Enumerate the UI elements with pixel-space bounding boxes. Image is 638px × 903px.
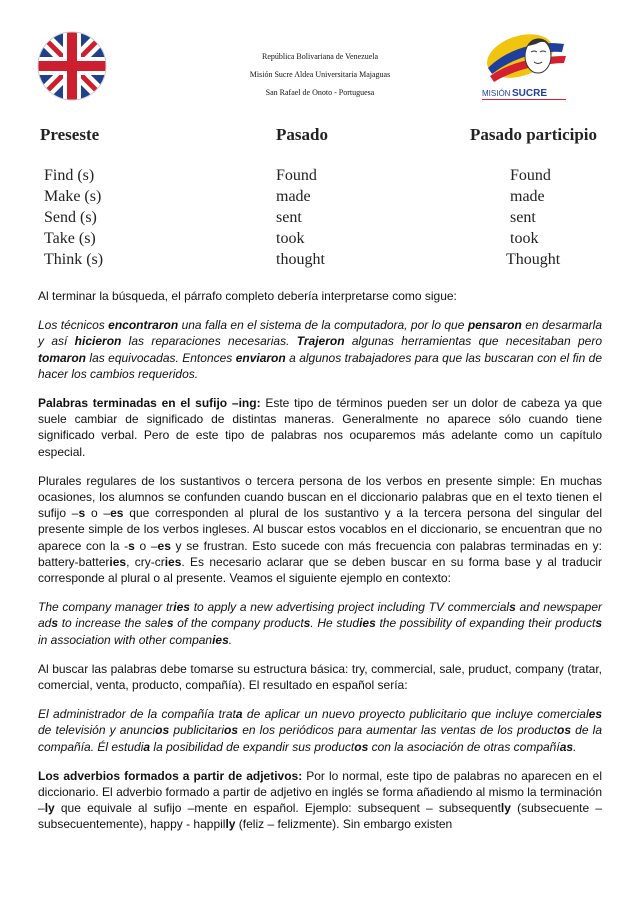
paragraph-example-spanish: Los técnicos encontraron una falla en el sistema de la computadora, por lo que pensaron en desarmarla y así hicieron las reparaciones necesarias. Trajeron algunas herramientas que necesitaban pero tomaron las equivocadas. Entonces enviaron a algunos trabajadores para que las buscaran con el fin de hacer los cambios requeridos. [38,318,602,381]
table-cell: Think (s) [44,251,104,268]
mision-sucre-logo [476,30,572,102]
paragraph-adverbs: Los adverbios formados a partir de adjetivos: Por lo normal, este tipo de palabras no aparecen en el diccionario. El adverbio formado a partir de adjetivo en inglés se forma añadiendo al mismo la terminación –ly que equivale al sufijo –mente en español. Ejemplo: subsequent – subsequently (subsecuente – subsecuentemente), happy - happilly (feliz – felizmente). Sin embargo existen [38,768,602,832]
table-cell: made [276,188,311,205]
header-line-2: Misión Sucre Aldea Universitaria Majaguas [249,70,391,79]
table-cell: sent [510,209,536,226]
logo-text-sucre: SUCRE [512,88,548,99]
institution-header [195,48,445,102]
table-cell: Found [510,167,551,184]
table-cell: sent [276,209,302,226]
column-header-present: Preseste [40,125,100,144]
body-text [38,288,602,846]
paragraph-base-structure: Al buscar las palabras debe tomarse su estructura básica: try, commercial, sale, pruduct, company (tratar, comercial, venta, producto, compañía). El resultado en español sería: [38,661,602,693]
column-header-past: Pasado [276,125,328,144]
paragraph-spanish-translation: El administrador de la compañía trata de aplicar un nuevo proyecto publicitario que incluye comerciales de televisión y anuncios publicitarios en los periódicos para aumentar las ventas de los productos de la compañía. Él estudia la posibilidad de expandir sus productos con la asociación de otras compañías. [38,707,603,754]
header-line-3: San Rafael de Onoto - Portuguesa [265,88,375,97]
paragraph-ing-suffix: Palabras terminadas en el sufijo –ing: Este tipo de términos pueden ser un dolor de cabeza ya que suele cambiar de significado de distintas maneras. Generalmente no aparece sólo cuando tiene significado verbal. Pero de este tipo de palabras nos ocuparemos más adelante como un capítulo especial. [38,396,602,459]
table-cell: took [510,230,539,247]
table-cell: made [510,188,545,205]
logo-text-mision: MISIÓN [482,89,511,98]
table-cell: Take (s) [44,230,96,247]
column-header-past-participle: Pasado participio [470,125,598,144]
paragraph-english-example: The company manager tries to apply a new advertising project including TV commercials and newspaper ads to increase the sales of the company products. He studies the possibility of expanding their products in association with other companies. [38,600,603,647]
paragraph-intro: Al terminar la búsqueda, el párrafo completo debería interpretarse como sigue: [38,289,457,303]
uk-flag-icon [37,31,107,101]
table-cell: Find (s) [44,167,95,184]
table-cell: Send (s) [44,209,97,226]
table-cell: Make (s) [44,188,102,205]
table-cell: took [276,230,305,247]
paragraph-regular-plurals: Plurales regulares de los sustantivos o tercera persona de los verbos en presente simple: En muchas ocasiones, los alumnos se confunden cuando buscan en el diccionario palabras que en el texto tienen el sufijo –s o –es que corresponden al plural de los sustantivo y a la tercera persona del singular del presente simple de los verbos ingleses. Al buscar estos vocablos en el diccionario, se encuentran que no aparece con la -s o –es y se frustran. Esto sucede con más frecuencia con palabras terminadas en y: battery-batteries, cry-cries. Es necesario aclarar que se deben buscar en su forma base y al traducir corresponde al plural o al presente. Veamos el siguiente ejemplo en contexto: [38,473,602,586]
table-cell: thought [276,251,325,268]
table-cell: Thought [506,251,561,268]
table-cell: Found [276,167,317,184]
header-line-1: República Bolivariana de Venezuela [261,52,379,61]
